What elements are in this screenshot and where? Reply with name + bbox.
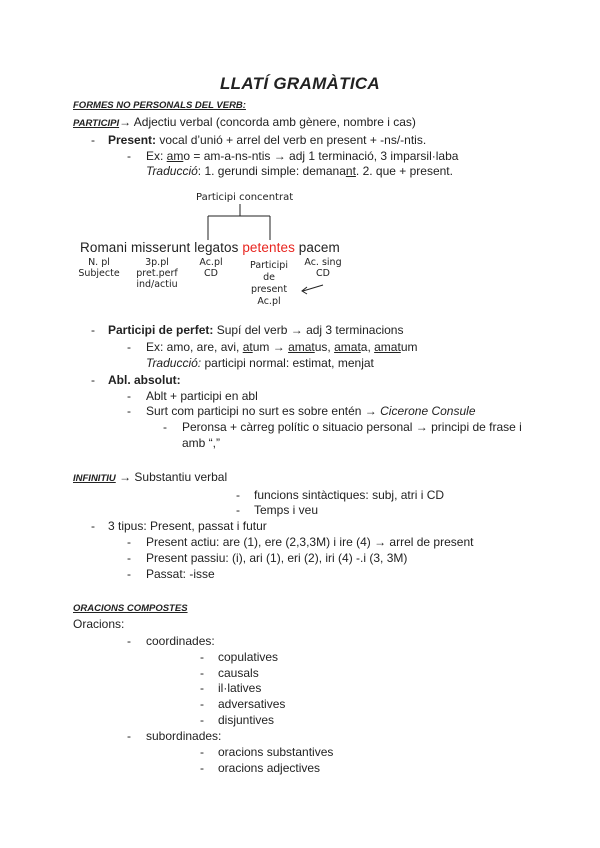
dash-marker: - [200, 666, 204, 680]
label-subjecte: N. pl Subjecte [78, 257, 120, 279]
infinitiu-line [73, 470, 227, 486]
dash-marker: - [127, 404, 131, 418]
dash-marker: - [200, 761, 204, 775]
example-text: Ex: amo, are, avi, [146, 340, 243, 354]
infinitiu-arrow: → [115, 470, 135, 484]
example-underlined: amat [334, 340, 361, 354]
coord-item: disjuntives [218, 713, 275, 727]
example-underlined: am [166, 149, 184, 163]
example-text: us, [314, 340, 335, 354]
infinitiu-label: INFINITIU [73, 473, 116, 484]
sentence-part: Romani misserunt legatos [80, 240, 243, 255]
dash-marker: - [91, 373, 95, 387]
perfet-label: Participi de perfet: [108, 323, 214, 337]
sub-item: oracions adjectives [218, 761, 321, 775]
example-text: Ex: [146, 149, 167, 163]
participi-label: PARTICIPI [73, 118, 120, 129]
tipus-item: Present actiu: are (1), ere (2,3,3M) i ire (4) → arrel de present [146, 535, 474, 549]
page-title: LLATÍ GRAMÀTICA [220, 74, 380, 93]
present-desc: vocal d’unió + arrel del verb en present + -ns/-ntis. [156, 133, 427, 147]
coord-item: copulatives [218, 650, 279, 664]
abl-item: Ablt + participi en abl [146, 389, 258, 403]
tipus-item: Passat: -isse [146, 567, 215, 581]
example-underlined: amat [288, 340, 315, 354]
coordinades-label: coordinades: [146, 634, 215, 648]
example-underlined: at [242, 340, 253, 354]
section-header-formes: FORMES NO PERSONALS DEL VERB: [73, 100, 246, 111]
dash-marker: - [127, 149, 131, 163]
abl-item [146, 404, 476, 419]
diagram-top-label: Participi concentrat [196, 192, 294, 203]
dash-marker: - [200, 713, 204, 727]
dash-marker: - [91, 323, 95, 337]
translation-underlined: nt [345, 164, 356, 178]
perfet-translation [146, 356, 374, 371]
example-text: a, [360, 340, 375, 354]
dash-marker: - [127, 729, 131, 743]
perfet-desc: Supí del verb → adj 3 terminacions [213, 323, 404, 337]
dash-marker: - [200, 745, 204, 759]
dash-marker: - [127, 567, 131, 581]
participi-desc: Adjectiu verbal (concorda amb gènere, nombre i cas) [131, 115, 416, 129]
dash-marker: - [200, 697, 204, 711]
sub-item: oracions substantives [218, 745, 334, 759]
label-cd-plural: Ac.pl CD [199, 257, 223, 279]
abl-subitem: Peronsa + càrreg polític o situacio personal → principi de frase i [182, 420, 522, 434]
abl-text: Surt com participi no surt es sobre entén → [146, 404, 381, 418]
translation-text: : 1. gerundi simple: demana [197, 164, 346, 178]
section-header-oracions: ORACIONS COMPOSTES [73, 603, 188, 614]
dash-marker: - [200, 650, 204, 664]
abl-absolut-label: Abl. absolut: [108, 373, 181, 387]
label-cd-singular: Ac. sing CD [304, 257, 342, 279]
infinitiu-function: funcions sintàctiques: subj, atri i CD [254, 488, 445, 502]
coord-item: adversatives [218, 697, 286, 711]
oracions-label: Oracions: [73, 617, 125, 631]
dash-marker: - [200, 681, 204, 695]
latin-sentence [80, 240, 340, 256]
dash-marker: - [91, 133, 95, 147]
dash-marker: - [127, 389, 131, 403]
example-text: o = am-a-ns-ntis → adj 1 terminació, 3 imparsil·laba [183, 149, 459, 163]
sentence-highlight: petentes [242, 240, 295, 255]
infinitiu-desc: Substantiu verbal [134, 470, 228, 484]
present-label: Present: [108, 133, 157, 147]
dash-marker: - [127, 340, 131, 354]
translation-text: participi normal: estimat, menjat [201, 356, 374, 370]
example-text: um → [252, 340, 289, 354]
translation-label: Traducció [146, 164, 198, 178]
sentence-part: pacem [294, 240, 340, 255]
dash-marker: - [236, 503, 240, 517]
infinitiu-function: Temps i veu [254, 503, 319, 517]
label-verb: 3p.pl pret.perf ind/actiu [136, 257, 178, 290]
participi-arrow: → [119, 115, 132, 129]
dash-marker: - [236, 488, 240, 502]
dash-marker: - [91, 519, 95, 533]
dash-marker: - [127, 551, 131, 565]
abl-subitem-cont: amb “,” [182, 436, 221, 450]
dash-marker: - [163, 420, 167, 434]
perfet-line [108, 323, 403, 338]
abl-example: Cicerone Consule [380, 404, 476, 418]
dash-marker: - [127, 634, 131, 648]
infinitiu-tipus: 3 tipus: Present, passat i futur [108, 519, 267, 533]
translation-label: Traducció: [146, 356, 202, 370]
coord-item: il·latives [218, 681, 262, 695]
example-underlined: amat [374, 340, 401, 354]
subordinades-label: subordinades: [146, 729, 222, 743]
label-participi: Participi de present Ac.pl [250, 260, 288, 307]
dash-marker: - [127, 535, 131, 549]
perfet-example [146, 340, 417, 355]
translation-text: . 2. que + present. [355, 164, 453, 178]
tipus-item: Present passiu: (i), ari (1), eri (2), iri (4) -.i (3, 3M) [146, 551, 408, 565]
example-text: um [400, 340, 418, 354]
coord-item: causals [218, 666, 259, 680]
